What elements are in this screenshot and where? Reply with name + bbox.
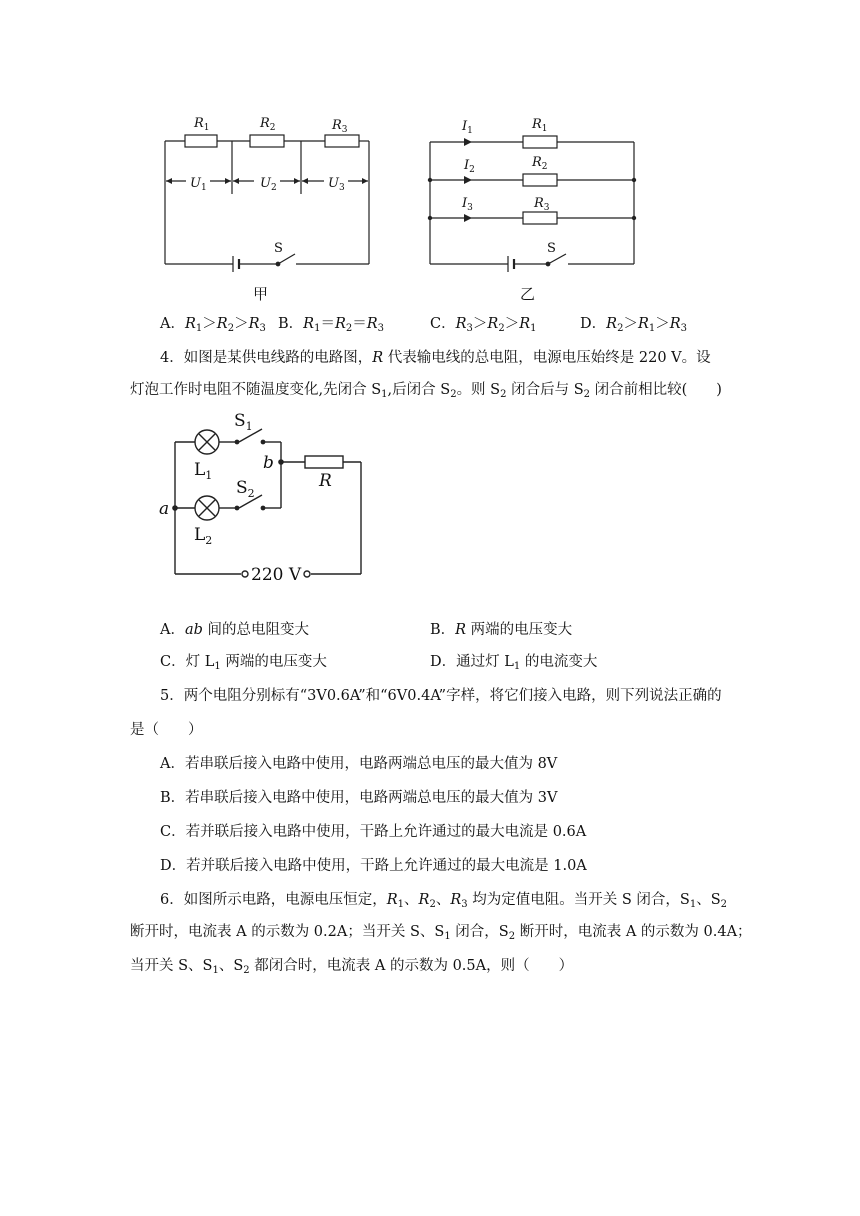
q4-option-d: D．通过灯 $L_1$ 的电流变大 bbox=[430, 654, 598, 672]
q3-option-b: B．$R_1=R_2=R_3$ bbox=[278, 316, 385, 334]
yi-label-r1: $R_1$ bbox=[532, 117, 548, 134]
yi-label-switch: S bbox=[547, 241, 556, 256]
yi-label-r3: $R_3$ bbox=[534, 196, 550, 213]
q4-option-b: B．R 两端的电压变大 bbox=[430, 622, 573, 638]
q5-option-c: C．若并联后接入电路中使用，干路上允许通过的最大电流是 0.6A bbox=[160, 824, 587, 840]
q5-option-d: D．若并联后接入电路中使用，干路上允许通过的最大电流是 1.0A bbox=[160, 858, 587, 874]
yi-label-i3: $I_3$ bbox=[462, 196, 473, 213]
q4-label-a: a bbox=[159, 499, 170, 519]
q4-label-l1: $L_1$ bbox=[194, 460, 213, 482]
jia-label-switch: S bbox=[274, 241, 283, 256]
jia-label-u3: $U_3$ bbox=[328, 176, 345, 193]
yi-label-r2: $R_2$ bbox=[532, 155, 548, 172]
q5-option-a: A．若串联后接入电路中使用，电路两端总电压的最大值为 8V bbox=[160, 756, 558, 772]
q6-stem-line-3: 当开关 S、$S_1$、$S_2$ 都闭合时，电流表 A 的示数为 0.5A，则（ ） bbox=[130, 958, 574, 976]
q5-stem-line-1: 5．两个电阻分别标有“3V0.6A”和“6V0.4A”字样，将它们接入电路，则下列说法正确的 bbox=[160, 688, 722, 704]
q6-stem-line-1: 6．如图所示电路，电源电压恒定，$R_1$、$R_2$、$R_3$ 均为定值电阻。当开关 S 闭合，$S_1$、$S_2$ bbox=[160, 892, 728, 910]
q6-stem-line-2: 断开时，电流表 A 的示数为 0.2A；当开关 S、$S_1$ 闭合，$S_2$ 断开时，电流表 A 的示数为 0.4A； bbox=[130, 924, 752, 942]
q4-option-a: A．ab 间的总电阻变大 bbox=[160, 622, 310, 638]
jia-label-u2: $U_2$ bbox=[260, 176, 277, 193]
q4-label-r: R bbox=[319, 471, 332, 491]
q4-label-source: 220 V bbox=[251, 565, 302, 585]
q4-stem-line-1: 4．如图是某供电线路的电路图，R 代表输电线的总电阻，电源电压始终是 220 V。设 bbox=[160, 350, 711, 366]
jia-label-r3: $R_3$ bbox=[332, 118, 348, 135]
circuit-diagram-jia bbox=[150, 108, 390, 308]
circuit-diagram-yi bbox=[420, 108, 650, 308]
jia-caption: 甲 bbox=[253, 285, 269, 303]
q5-option-b: B．若串联后接入电路中使用，电路两端总电压的最大值为 3V bbox=[160, 790, 558, 806]
jia-label-r1: $R_1$ bbox=[194, 116, 210, 133]
q4-label-b: b bbox=[263, 453, 274, 473]
q4-label-s2: $S_2$ bbox=[236, 478, 255, 500]
circuit-diagram-q4 bbox=[155, 412, 375, 587]
jia-label-u1: $U_1$ bbox=[190, 176, 207, 193]
q4-option-c: C．灯 $L_1$ 两端的电压变大 bbox=[160, 654, 327, 672]
q3-option-c: C．$R_3>R_2>R_1$ bbox=[430, 316, 537, 334]
q4-label-s1: $S_1$ bbox=[234, 412, 253, 433]
jia-label-r2: $R_2$ bbox=[260, 116, 276, 133]
q4-stem-line-2: 灯泡工作时电阻不随温度变化,先闭合 $S_1$,后闭合 $S_2$。则 $S_2$ 闭合后与 $S_2$ 闭合前相比较( ) bbox=[130, 382, 722, 400]
q3-option-d: D．$R_2>R_1>R_3$ bbox=[580, 316, 688, 334]
yi-label-i1: $I_1$ bbox=[462, 119, 473, 136]
q5-stem-line-2: 是（ ） bbox=[130, 722, 203, 738]
yi-caption: 乙 bbox=[520, 285, 536, 303]
q3-option-a: A．$R_1>R_2>R_3$ bbox=[160, 316, 266, 334]
yi-label-i2: $I_2$ bbox=[464, 158, 475, 175]
q4-label-l2: $L_2$ bbox=[194, 525, 213, 547]
